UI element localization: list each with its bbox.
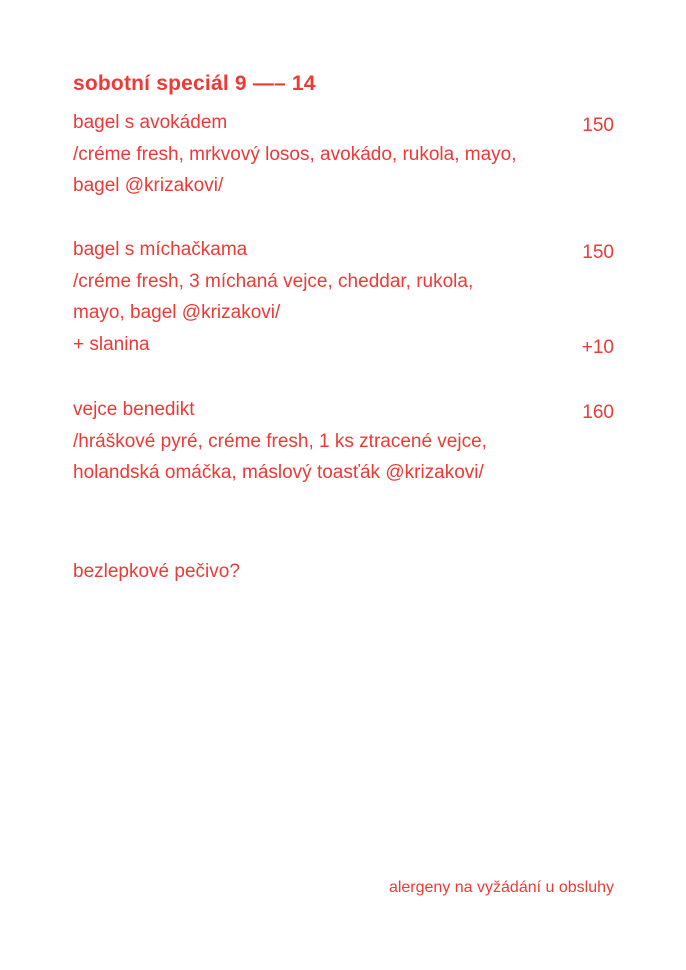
- menu-item-description-line: /créme fresh, 3 míchaná vejce, cheddar, rukola,: [73, 270, 474, 292]
- menu-item-extra-label: + slanina: [73, 333, 150, 355]
- menu-item-bagel-michacky: [73, 234, 614, 360]
- menu-item-extra-price: +10: [581, 336, 614, 358]
- menu-item-name: vejce benedikt: [73, 399, 195, 420]
- menu-item-header: [73, 394, 614, 426]
- gluten-free-note: bezlepkové pečivo?: [73, 561, 240, 582]
- menu-item-price: 160: [582, 402, 614, 423]
- menu-item-extra: [73, 329, 614, 361]
- menu-item-description-line: /créme fresh, mrkvový losos, avokádo, rukola, mayo,: [73, 143, 517, 165]
- menu-item-price: 150: [582, 115, 614, 136]
- menu-item-header: [73, 234, 614, 266]
- menu-item-header: [73, 107, 614, 139]
- menu-item-price: 150: [582, 242, 614, 263]
- menu-item-description-line: bagel @krizakovi/: [73, 175, 224, 196]
- menu-item-description-line: holandská omáčka, máslový toasťák @krizakovi/: [73, 462, 484, 483]
- menu-item-bagel-avokado: [73, 107, 614, 202]
- allergens-footer: alergeny na vyžádání u obsluhy: [388, 879, 614, 896]
- menu-item-name: bagel s avokádem: [73, 112, 228, 133]
- menu-title: sobotní speciál 9 —– 14: [73, 72, 316, 95]
- menu-item-description-line: mayo, bagel @krizakovi/: [73, 302, 281, 323]
- menu-item-vejce-benedikt: [73, 394, 614, 489]
- menu-item-description-line: /hráškové pyré, créme fresh, 1 ks ztracené vejce,: [73, 430, 487, 452]
- menu-item-name: bagel s míchačkama: [73, 239, 248, 260]
